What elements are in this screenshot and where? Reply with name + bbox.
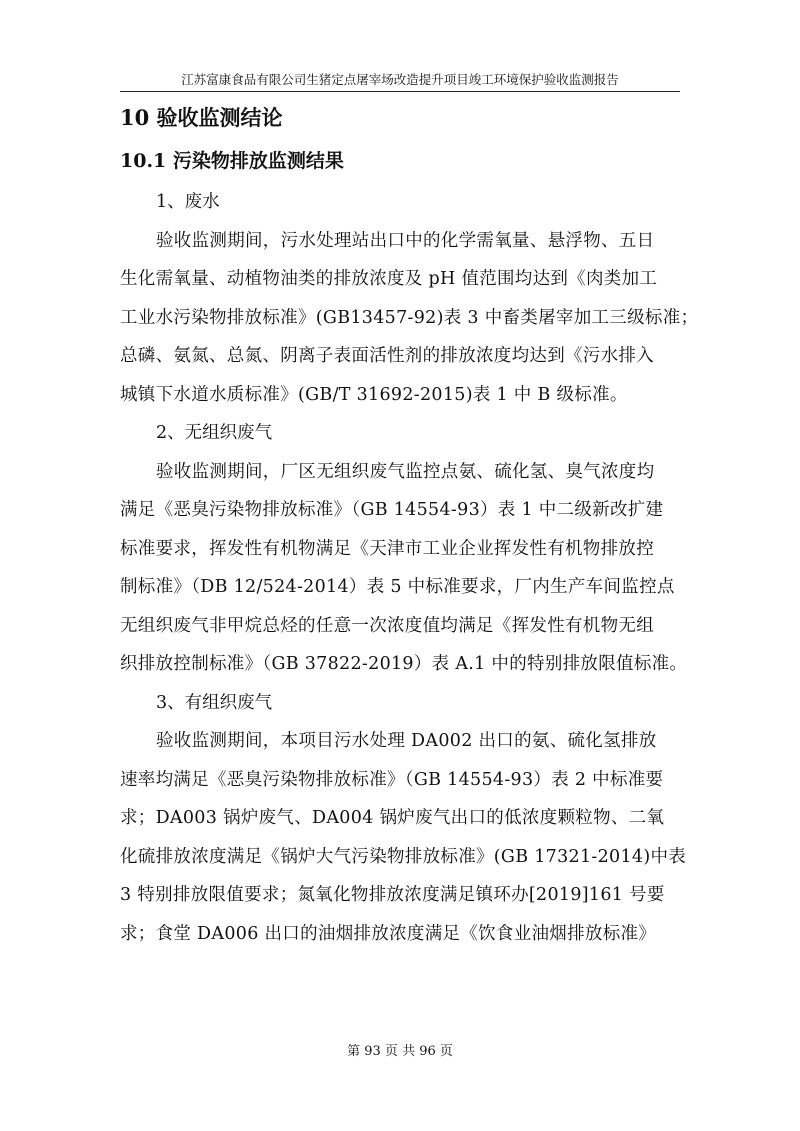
block-paragraph — [120, 722, 687, 953]
paragraph-line: 验收监测期间，本项目污水处理 DA002 出口的氨、硫化氢排放 — [156, 731, 657, 751]
paragraph-line: 满足《恶臭污染物排放标准》（GB 14554-93）表 1 中二级新改扩建 — [120, 500, 664, 520]
section-title: 10 验收监测结论 — [120, 105, 283, 130]
paragraph-line: 标准要求，挥发性有机物满足《天津市工业企业挥发性有机物排放控 — [120, 538, 654, 559]
paragraph-line: 工业水污染物排放标准》(GB13457-92)表 3 中畜类屠宰加工三级标准； — [120, 307, 699, 328]
block-heading: 3、有组织废气 — [156, 692, 273, 713]
subsection-title: 10.1 污染物排放监测结果 — [120, 150, 344, 172]
paragraph-line: 无组织废气非甲烷总烃的任意一次浓度值均满足《挥发性有机物无组 — [120, 615, 654, 636]
page-number: 第 93 页 共 96 页 — [347, 1044, 453, 1059]
paragraph-line: 生化需氧量、动植物油类的排放浓度及 pH 值范围均达到《肉类加工 — [120, 269, 658, 289]
block-paragraph — [120, 453, 688, 684]
document-body — [120, 183, 699, 953]
paragraph-line: 总磷、氨氮、总氮、阴离子表面活性剂的排放浓度均达到《污水排入 — [120, 346, 654, 366]
header-divider — [120, 91, 680, 92]
paragraph-line: 求；DA003 锅炉废气、DA004 锅炉废气出口的低浓度颗粒物、二氧 — [120, 808, 665, 828]
paragraph-line: 城镇下水道水质标准》(GB/T 31692-2015)表 1 中 B 级标准。 — [120, 384, 628, 405]
paragraph-line: 求；食堂 DA006 出口的油烟排放浓度满足《饮食业油烟排放标准》 — [120, 923, 657, 944]
block-heading: 1、废水 — [156, 192, 220, 212]
paragraph-line: 验收监测期间，厂区无组织废气监控点氨、硫化氢、臭气浓度均 — [156, 461, 655, 482]
paragraph-line: 验收监测期间，污水处理站出口中的化学需氧量、悬浮物、五日 — [156, 230, 655, 251]
paragraph-line: 3 特别排放限值要求；氮氧化物排放浓度满足镇环办[2019]161 号要 — [120, 885, 665, 905]
block-organized-gas — [120, 684, 687, 954]
report-header: 江苏富康食品有限公司生猪定点屠宰场改造提升项目竣工环境保护验收监测报告 — [181, 72, 619, 87]
paragraph-line: 速率均满足《恶臭污染物排放标准》（GB 14554-93）表 2 中标准要 — [120, 769, 664, 790]
block-paragraph — [120, 222, 699, 415]
block-fugitive-gas — [120, 414, 688, 684]
paragraph-line: 织排放控制标准》（GB 37822-2019）表 A.1 中的特别排放限值标准。 — [120, 654, 688, 674]
block-wastewater — [120, 183, 699, 414]
paragraph-line: 制标准》（DB 12/524-2014）表 5 中标准要求，厂内生产车间监控点 — [120, 577, 675, 597]
block-heading: 2、无组织废气 — [156, 423, 273, 443]
paragraph-line: 化硫排放浓度满足《锅炉大气污染物排放标准》(GB 17321-2014)中表 — [120, 846, 687, 867]
